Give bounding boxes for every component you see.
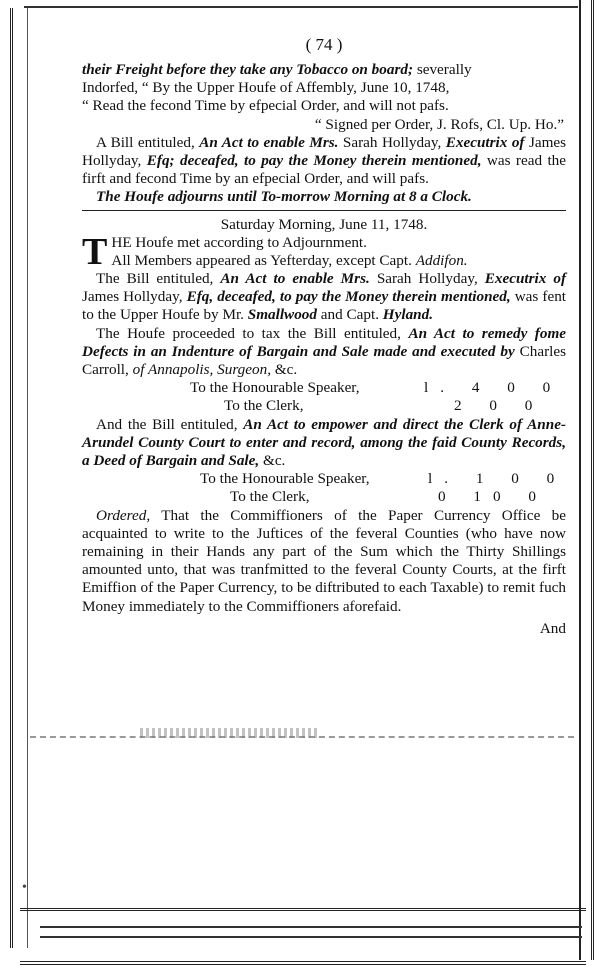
ordered-label: Ordered, [96,506,151,524]
messenger-name-2: Hyland. [382,306,434,324]
sent-text: was fent to the Upper Houfe by Mr. [82,288,567,324]
executrix-label: Executrix of [445,133,525,151]
person-name: Sarah Hollyday, [342,133,442,151]
freight-clause: their Freight before they take any Tobacco on board; [82,61,414,78]
sent-and-capt: and Capt. [320,306,379,324]
etc: &c. [274,361,298,379]
tax-text: And the Bill entituled, [96,415,238,433]
met-line: HE Houfe met according to Adjournment. [111,233,367,251]
fee-amount: 0 10 0 [438,488,548,506]
section-divider [82,210,566,211]
fee-row-speaker-1 [82,379,566,397]
deceased-name: James Hollyday, [82,288,183,306]
fee-amount: l. 4 0 0 [424,379,563,397]
paragraph-tax-anne-arundel [82,416,566,471]
fee-row-speaker-2 [82,470,566,488]
tax-text: The Houfe proceeded to tax the Bill entituled, [96,324,401,342]
person-place: of Annapolis, Surgeon, [132,361,272,379]
fee-amount: l. 1 0 0 [428,470,567,488]
fee-label: To the Honourable Speaker, [190,379,360,397]
members-text: All Members appeared as Yefterday, except Capt. [111,251,412,269]
paragraph-tax-carroll [82,325,566,380]
page-number: ( 74 ) [305,35,343,54]
date-heading: Saturday Morning, June 11, 1748. [220,215,428,233]
freight-severally: severally [413,61,472,78]
page-border-bottom-inner [40,926,582,938]
ordered-text: That the Commiffioners of the Paper Currency Office be acquainted to write to the Juftices of the feveral Counties (who have now remaining in their Hands any part of the Sum which the Thirty Shillings amounted unto, that was tranfmitted to the feveral County Courts, at the firft Emiffion of the Paper Currency, to be diftributed to each Taxable) to remit fuch Money immediately to the Commiffioners aforefaid. [82,506,566,615]
fee-label: To the Honourable Speaker, [200,470,370,488]
etc: &c. [263,452,286,470]
person-name: Charles Carroll, [82,342,567,379]
catchword: And [539,619,566,637]
adjourn-line: The Houfe adjourns until To-morrow Morning at 8 a Clock. [96,188,472,206]
document-page [82,34,566,653]
drop-cap: T [82,230,108,273]
fee-label: To the Clerk, [224,397,304,415]
act-title-continued: Efq, deceafed, to pay the Money therein mentioned, [186,288,511,306]
bleed-through-smudge [140,728,320,738]
act-title: An Act to enable Mrs. [199,133,339,151]
fee-row-clerk-1 [82,397,566,415]
executrix-label: Executrix of [484,270,567,288]
person-name: Sarah Hollyday, [376,270,478,288]
bill-label: The Bill entituled, [96,270,214,288]
page-border-left [10,8,28,948]
page-border-top [24,6,578,8]
members-line [82,252,566,270]
fee-label: To the Clerk, [230,488,310,506]
paragraph-ordered [82,507,566,616]
messenger-name: Smallwood [247,306,317,324]
act-title: An Act to remedy fome Defects in an Indenture of Bargain and Sale made and executed by [82,324,567,360]
paragraph-bill-sent [82,270,566,325]
indorsed-line: Indorfed, “ By the Upper Houfe of Affembly, June 10, 1748, [82,79,450,97]
act-title-continued: Efq; deceafed, to pay the Money therein mentioned, [146,152,482,170]
meeting-paragraph [82,230,566,273]
margin-mark: • [22,880,27,895]
absent-member: Addifon. [415,251,468,269]
fee-row-clerk-2 [82,488,566,506]
deceased-name: James Hollyday, [82,133,567,170]
paragraph-freight [82,61,566,116]
act-title: An Act to enable Mrs. [220,270,370,288]
paragraph-bill-hollyday [82,134,566,189]
read-second-line: “ Read the fecond Time by efpecial Order, and will not pafs. [82,97,449,115]
signature-line: “ Signed per Order, J. Rofs, Cl. Up. Ho.” [314,115,564,133]
page-border-right [579,0,594,960]
bill-label: A Bill entituled, [96,133,195,151]
fee-amount: 2 0 0 [454,397,545,415]
bill-outcome: was read the firft and fecond Time by an efpecial Order, and will pafs. [82,152,567,188]
act-title: An Act to empower and direct the Clerk of Anne-Arundel County Court to enter and record, among the faid County Records, a Deed of Bargain and Sale, [82,415,566,470]
